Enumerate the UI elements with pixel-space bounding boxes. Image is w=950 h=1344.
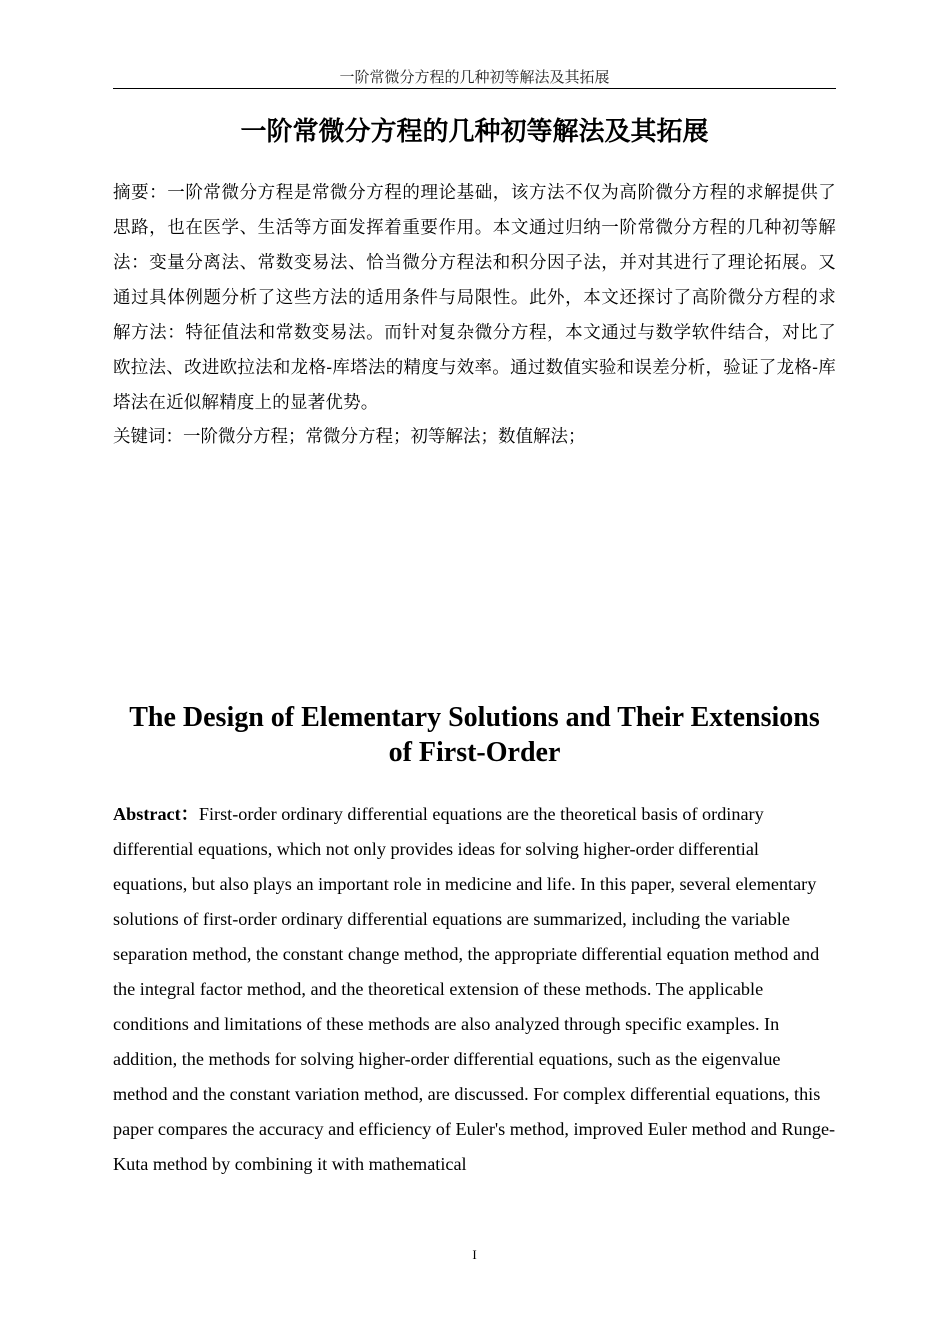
- english-title: [113, 700, 836, 770]
- english-title-line-1: The Design of Elementary Solutions and Their Extensions: [129, 702, 820, 733]
- english-title-line-2: of First-Order: [388, 737, 561, 768]
- chinese-abstract-text: 一阶常微分方程是常微分方程的理论基础，该方法不仅为高阶微分方程的求解提供了思路，也在医学、生活等方面发挥着重要作用。本文通过归纳一阶常微分方程的几种初等解法：变量分离法、常数变易法、恰当微分方程法和积分因子法，并对其进行了理论拓展。又通过具体例题分析了这些方法的适用条件与局限性。此外，本文还探讨了高阶微分方程的求解方法：特征值法和常数变易法。而针对复杂微分方程，本文通过与数学软件结合，对比了欧拉法、改进欧拉法和龙格-库塔法的精度与效率。通过数值实验和误差分析，验证了龙格-库塔法在近似解精度上的显著优势。: [113, 183, 836, 413]
- chinese-keywords: [113, 420, 836, 455]
- chinese-abstract-label: 摘要：: [113, 183, 168, 203]
- chinese-abstract: [113, 176, 836, 421]
- english-abstract: [113, 797, 836, 1182]
- chinese-title: 一阶常微分方程的几种初等解法及其拓展: [240, 117, 709, 147]
- chinese-keywords-text: 一阶微分方程；常微分方程；初等解法；数值解法；: [183, 427, 586, 447]
- page-number: I: [472, 1247, 477, 1262]
- header-rule: [113, 88, 836, 89]
- running-header: 一阶常微分方程的几种初等解法及其拓展: [339, 68, 610, 86]
- english-abstract-label: Abstract：: [113, 804, 199, 824]
- english-abstract-text: First-order ordinary differential equations are the theoretical basis of ordinary differential equations, which not only provides ideas for solving higher-order differential equations, but also plays an important role in medicine and life. In this paper, several elementary solutions of first-order ordinary differential equations are summarized, including the variable separation method, the constant change method, the appropriate differential equation method and the integral factor method, and the theoretical extension of these methods. The applicable conditions and limitations of these methods are also analyzed through specific examples. In addition, the methods for solving higher-order differential equations, such as the eigenvalue method and the constant variation method, are discussed. For complex differential equations, this paper compares the accuracy and efficiency of Euler's method, improved Euler method and Runge-Kuta method by combining it with mathematical: [113, 804, 836, 1174]
- chinese-keywords-label: 关键词：: [113, 427, 183, 447]
